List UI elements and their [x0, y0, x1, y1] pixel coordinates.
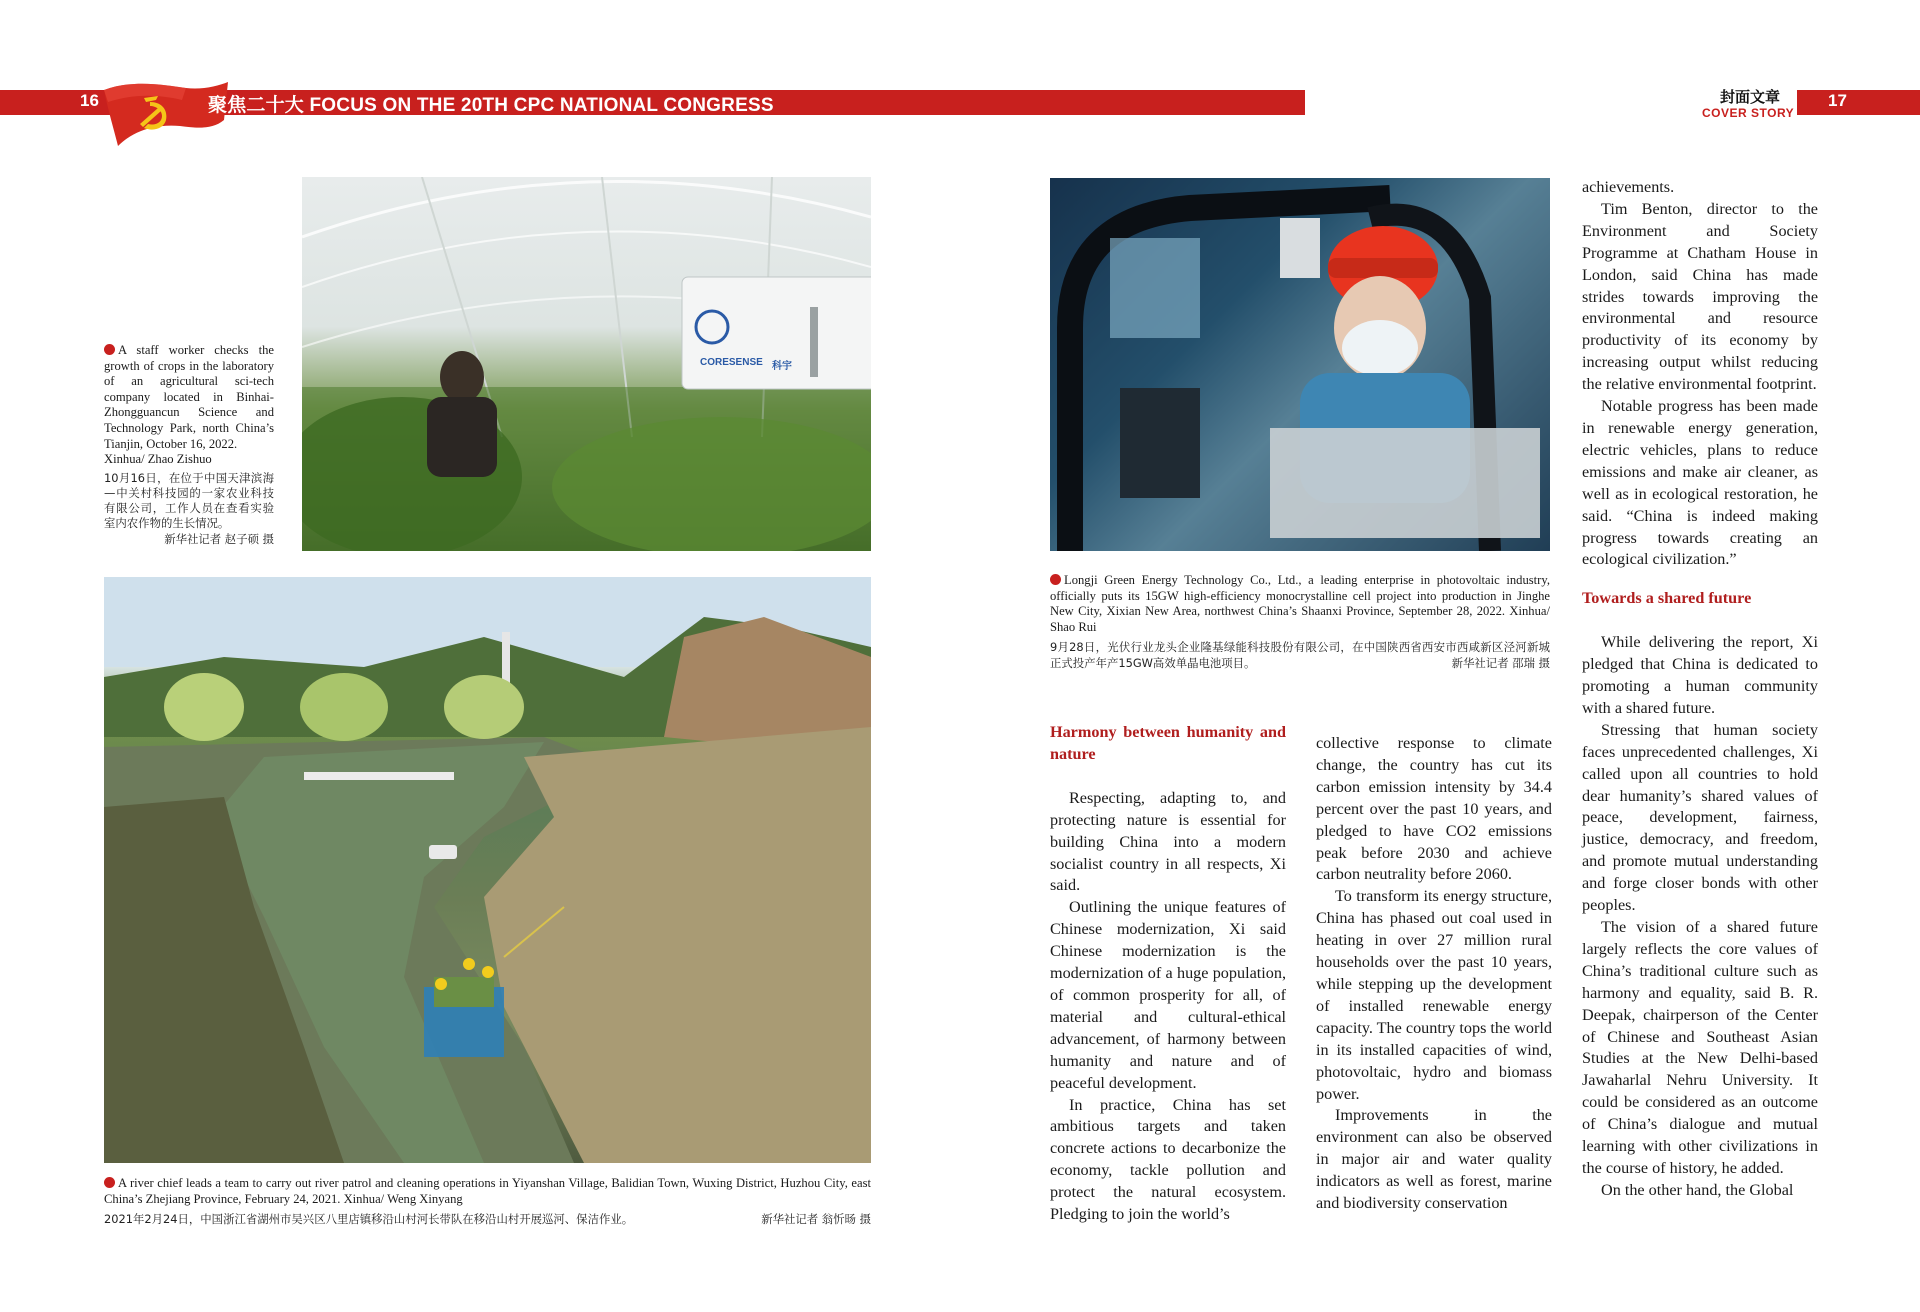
- river-caption: [104, 1176, 871, 1228]
- caption-bullet-icon: [104, 1177, 115, 1188]
- paragraph: In practice, China has set ambitious targets and taken concrete actions to decarbonize the economy, tackle pollution and protect the natural ecosystem. Pledging to join the world’s: [1050, 1095, 1286, 1224]
- caption-bullet-icon: [1050, 574, 1061, 585]
- section-label-en: COVER STORY: [1702, 106, 1795, 120]
- page-number-right: 17: [1828, 91, 1847, 110]
- paragraph: The vision of a shared future largely reflects the core values of China’s traditional culture such as harmony and equality, said B. R. Deepak, chairperson of the Center of Chinese and Southeast Asian Studies at the New Delhi-based Jawaharlal Nehru University. It could be considered as an outcome of China’s dialogue and mutual learning with other civilizations in the course of history, he added.: [1582, 918, 1818, 1177]
- caption-bullet-icon: [104, 344, 115, 355]
- greenhouse-credit-zh: 新华社记者 赵子硕 摄: [164, 531, 274, 546]
- header-title: [208, 90, 774, 115]
- river-photo: [104, 577, 871, 1163]
- article-column-2: [1316, 733, 1552, 1215]
- page-number-left: 16: [80, 91, 99, 110]
- heading-shared-future: Towards a shared future: [1582, 589, 1752, 608]
- factory-caption-zh: 9月28日，光伏行业龙头企业隆基绿能科技股份有限公司，在中国陕西省西安市西咸新区泾河新城正式投产年产15GW高效单晶电池项目。: [1050, 640, 1550, 670]
- heading-harmony: Harmony between humanity and nature: [1050, 723, 1286, 763]
- article-column-1: [1050, 722, 1286, 1226]
- sensor-zh-label: 科宇: [772, 361, 792, 372]
- greenhouse-photo: [302, 177, 871, 551]
- river-caption-zh: 2021年2月24日，中国浙江省湖州市吴兴区八里店镇移沿山村河长带队在移沿山村开展巡河、保洁作业。: [104, 1212, 634, 1227]
- factory-caption: [1050, 573, 1550, 671]
- greenhouse-caption-zh: 10月16日，在位于中国天津滨海—中关村科技园的一家农业科技有限公司，工作人员在查看实验室内农作物的生长情况。: [104, 470, 274, 531]
- paragraph: Stressing that human society faces unprecedented challenges, Xi called upon all countries to hold dear humanity’s shared values of peace, development, fairness, justice, democracy, and freedom, and promote mutual understanding and forge closer bonds with other peoples.: [1582, 720, 1818, 915]
- greenhouse-caption-en: A staff worker checks the growth of crops in the laboratory of an agricultural sci-tech company located in Binhai-Zhongguancun Science and Technology Park, north China’s Tianjin, October 16, 2022.: [104, 343, 274, 451]
- factory-caption-en: Longji Green Energy Technology Co., Ltd., a leading enterprise in photovoltaic industry, officially puts its 15GW high-efficiency monocrystalline cell project into production in Jinghe New City, Xixian New Area, northwest China’s Shaanxi Province, September 28, 2022. Xinhua/ Shao Rui: [1050, 573, 1550, 634]
- paragraph: On the other hand, the Global: [1601, 1180, 1794, 1199]
- paragraph: achievements.: [1582, 178, 1675, 196]
- factory-photo: [1050, 178, 1550, 551]
- river-caption-en: A river chief leads a team to carry out river patrol and cleaning operations in Yiyanshan Village, Balidian Town, Wuxing District, Huzhou City, east China’s Zhejiang Province, February 24, 2021. Xinhua/ Weng Xinyang: [104, 1176, 871, 1206]
- header-title-zh: 聚焦二十大: [208, 95, 305, 116]
- paragraph: collective response to climate change, the country has cut its carbon emission intensity by 34.4 percent over the past 10 years, and pledged to have CO2 emissions peak before 2030 and achieve carbon neutrality before 2060.: [1316, 734, 1552, 884]
- river-credit-zh: 新华社记者 翁忻旸 摄: [761, 1212, 871, 1227]
- greenhouse-caption: [104, 343, 274, 547]
- sensor-brand-label: CORESENSE: [700, 357, 763, 368]
- header-title-en: FOCUS ON THE 20TH CPC NATIONAL CONGRESS: [309, 95, 774, 116]
- paragraph: While delivering the report, Xi pledged that China is dedicated to promoting a human community with a shared future.: [1582, 633, 1818, 717]
- header-bar-right: [1797, 90, 1920, 115]
- greenhouse-credit-en: Xinhua/ Zhao Zishuo: [104, 452, 212, 467]
- paragraph: Tim Benton, director to the Environment and Society Programme at Chatham House in London, said China has made strides towards improving the environmental and resource productivity of its economy by increasing output whilst reducing the relative environmental footprint.: [1582, 199, 1818, 394]
- paragraph: Notable progress has been made in renewable energy generation, electric vehicles, plans to reduce emissions and make air cleaner, as well as in ecological restoration, he said. “China is indeed making progress towards creating an ecological civilization.”: [1582, 397, 1818, 569]
- paragraph: Outlining the unique features of Chinese modernization, Xi said Chinese modernization is the modernization of a huge population, of common prosperity for all, of material and cultural-ethical advancement, of harmony between humanity and nature and of peaceful development.: [1050, 898, 1286, 1092]
- section-label-zh: 封面文章: [1720, 88, 1781, 106]
- paragraph: To transform its energy structure, China has phased out coal used in heating in over 27 million rural households over the past 10 years, while stepping up the development of installed renewable energy capacity. The country tops the world in its installed capacities of wind, photovoltaic, hydro and biomass power.: [1316, 887, 1552, 1103]
- paragraph: Respecting, adapting to, and protecting nature is essential for building China into a modern socialist country in all respects, Xi said.: [1050, 788, 1286, 895]
- article-column-3: [1582, 177, 1818, 1202]
- paragraph: Improvements in the environment can also be observed in major air and water quality indicators as well as forest, marine and biodiversity conservation: [1316, 1106, 1552, 1213]
- factory-credit-zh: 新华社记者 邵瑞 摄: [1451, 655, 1550, 670]
